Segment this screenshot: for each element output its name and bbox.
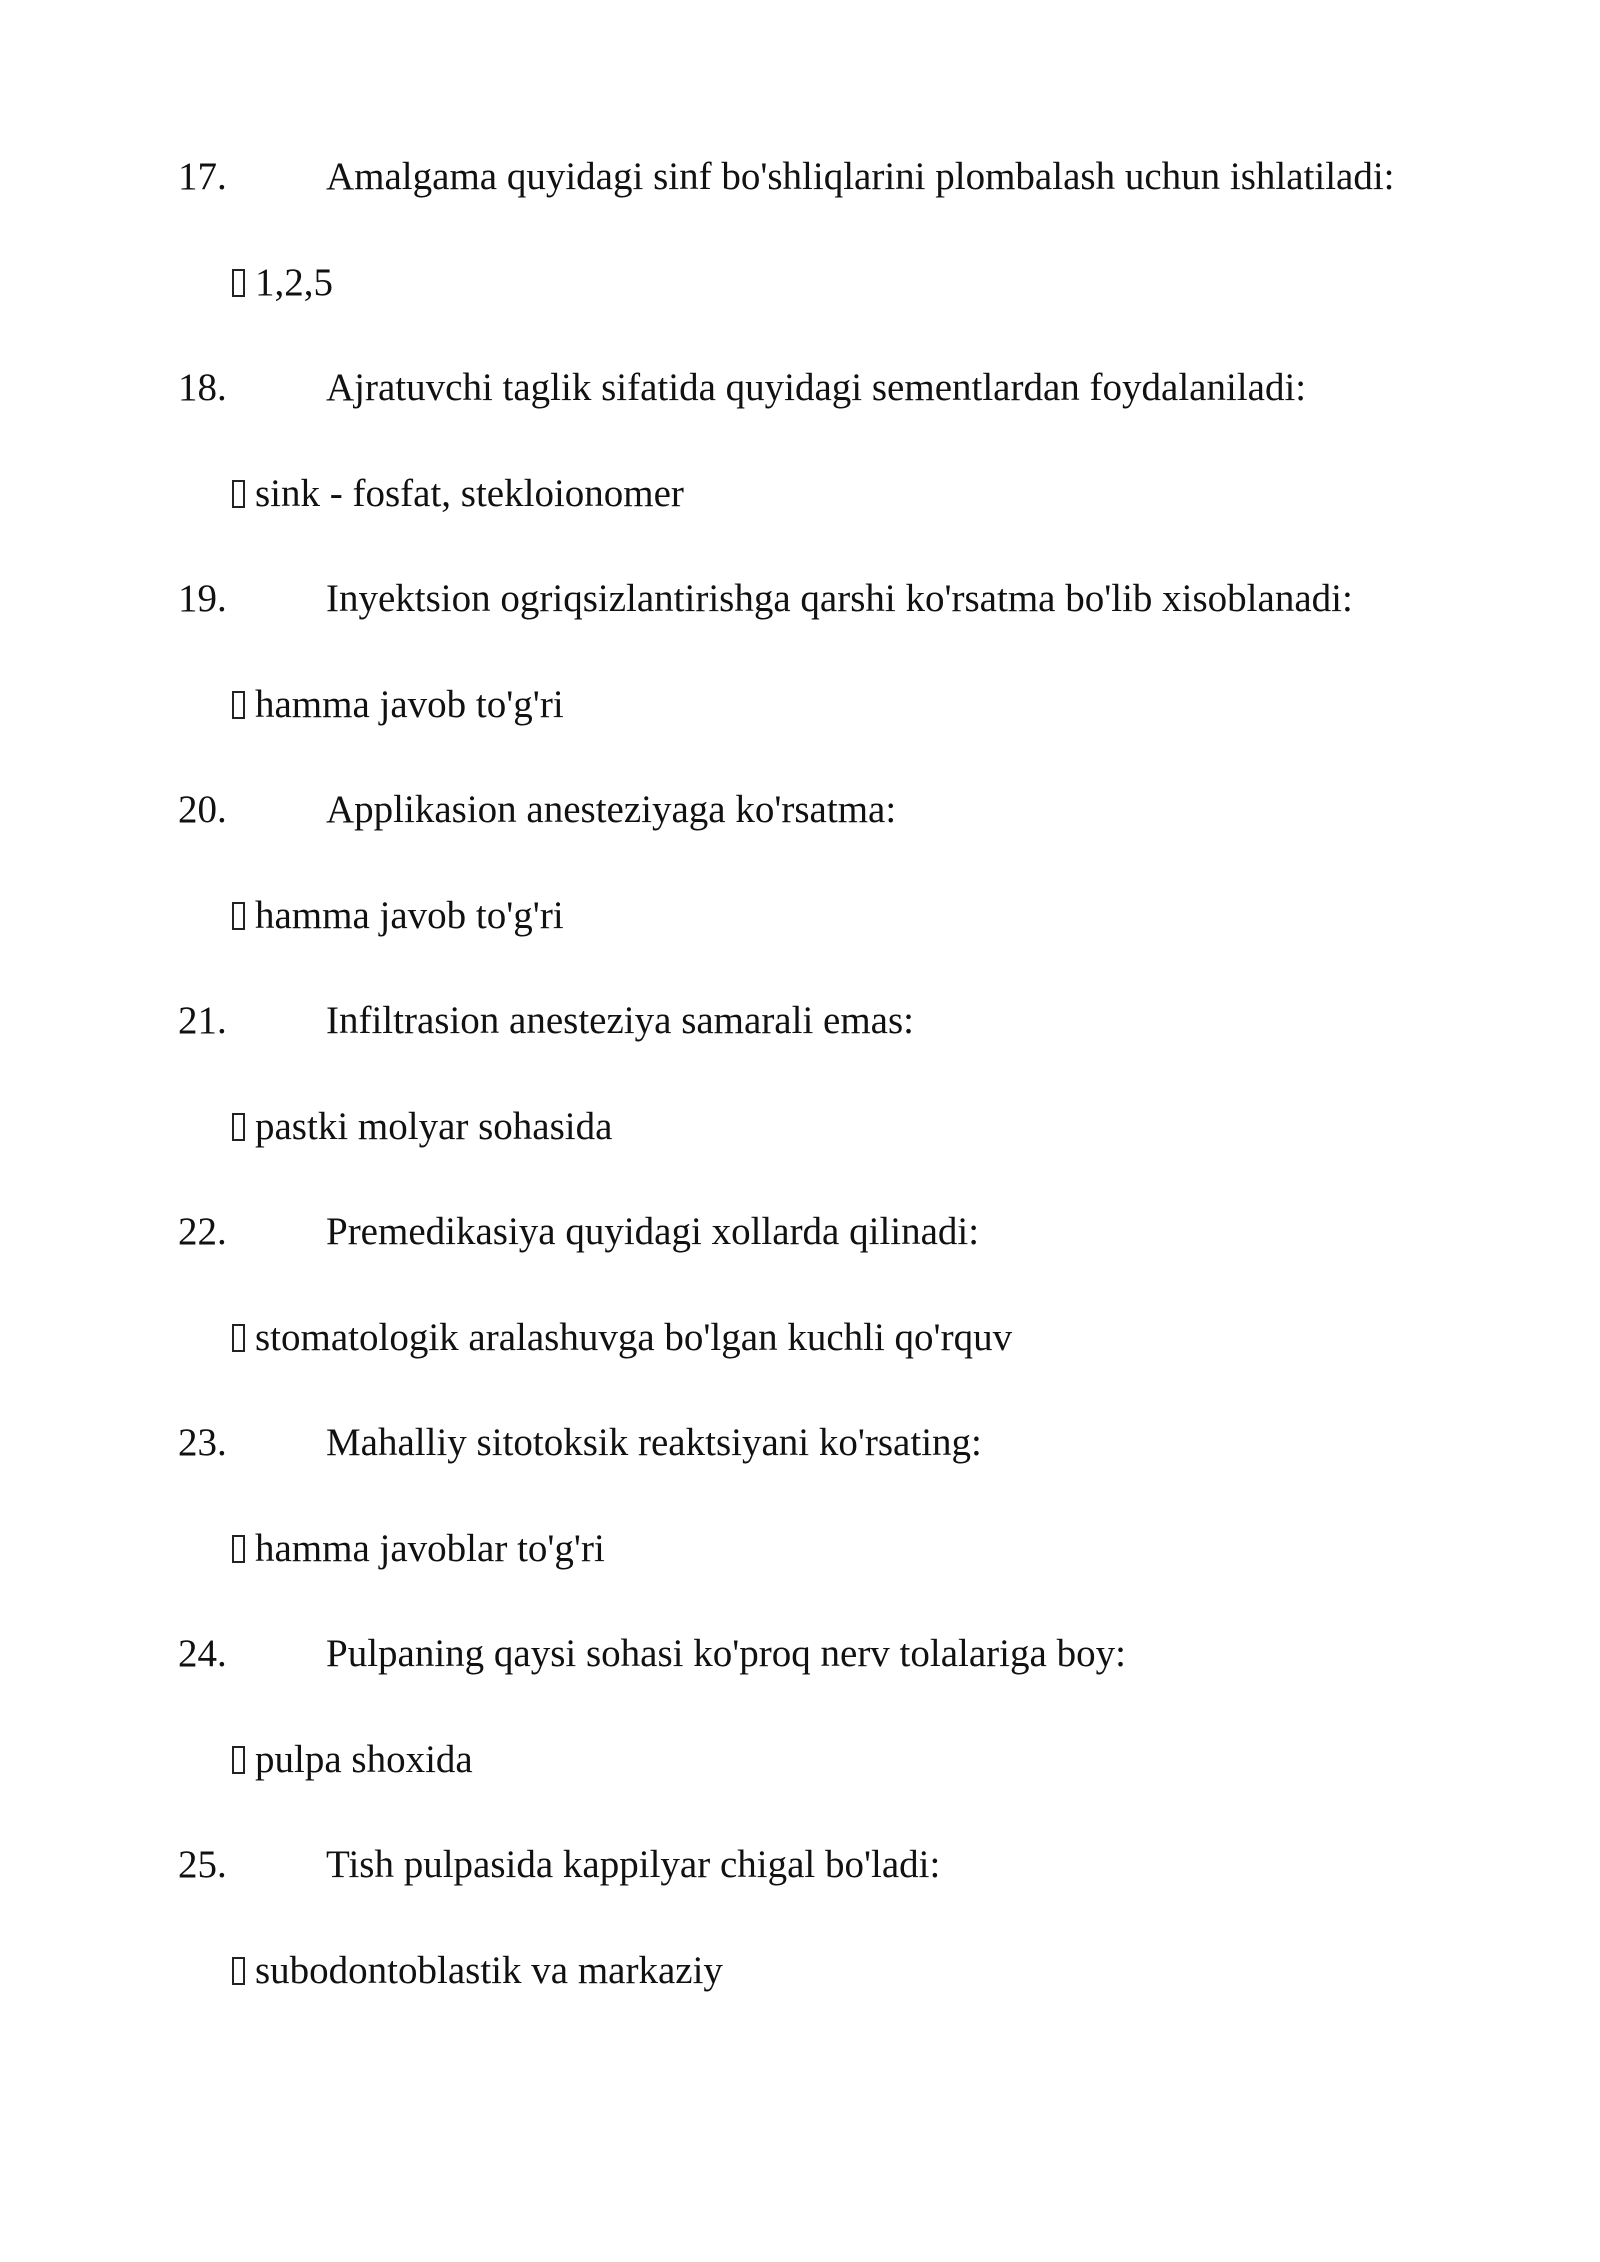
checkbox-icon	[232, 902, 245, 930]
answer-17	[232, 253, 1432, 313]
answer-text: stomatologik aralashuvga bo'lgan kuchli qo'rquv	[255, 1316, 1013, 1359]
question-22	[178, 1202, 1508, 1262]
checkbox-icon	[232, 1746, 245, 1774]
answer-text: hamma javoblar to'g'ri	[255, 1527, 605, 1570]
answer-text: hamma javob to'g'ri	[255, 683, 564, 726]
answer-23	[232, 1519, 1432, 1579]
answer-text: subodontoblastik va markaziy	[255, 1949, 723, 1992]
checkbox-icon	[232, 691, 245, 719]
question-23	[178, 1413, 1508, 1473]
question-text: Ajratuvchi taglik sifatida quyidagi sementlardan foydalaniladi:	[326, 366, 1307, 409]
question-text: Tish pulpasida kappilyar chigal bo'ladi:	[326, 1843, 941, 1886]
question-text: Amalgama quyidagi sinf bo'shliqlarini plombalash uchun ishlatiladi:	[326, 155, 1395, 198]
question-text: Inyektsion ogriqsizlantirishga qarshi ko'rsatma bo'lib xisoblanadi:	[326, 577, 1353, 620]
answer-19	[232, 675, 1432, 735]
question-number: 23.	[178, 1421, 227, 1464]
answer-21	[232, 1097, 1432, 1157]
answer-text: 1,2,5	[255, 261, 333, 304]
answer-25	[232, 1941, 1432, 2001]
question-17	[178, 147, 1508, 207]
answer-text: pulpa shoxida	[255, 1738, 473, 1781]
answer-text: pastki molyar sohasida	[255, 1105, 613, 1148]
answer-24	[232, 1730, 1432, 1790]
checkbox-icon	[232, 269, 245, 297]
checkbox-icon	[232, 1324, 245, 1352]
question-number: 25.	[178, 1843, 227, 1886]
answer-18	[232, 464, 1432, 524]
answer-20	[232, 886, 1432, 946]
answer-text: hamma javob to'g'ri	[255, 894, 564, 937]
question-text: Mahalliy sitotoksik reaktsiyani ko'rsating:	[326, 1421, 982, 1464]
question-number: 24.	[178, 1632, 227, 1675]
question-24	[178, 1624, 1508, 1684]
question-20	[178, 780, 1508, 840]
question-21	[178, 991, 1508, 1051]
question-number: 18.	[178, 366, 227, 409]
question-number: 19.	[178, 577, 227, 620]
question-19	[178, 569, 1508, 629]
checkbox-icon	[232, 1535, 245, 1563]
question-25	[178, 1835, 1508, 1895]
question-text: Premedikasiya quyidagi xollarda qilinadi:	[326, 1210, 980, 1253]
question-text: Infiltrasion anesteziya samarali emas:	[326, 999, 915, 1042]
checkbox-icon	[232, 1957, 245, 1985]
question-number: 17.	[178, 155, 227, 198]
answer-text: sink - fosfat, stekloionomer	[255, 472, 684, 515]
checkbox-icon	[232, 480, 245, 508]
question-18	[178, 358, 1508, 418]
question-number: 21.	[178, 999, 227, 1042]
answer-22	[232, 1308, 1432, 1368]
question-number: 22.	[178, 1210, 227, 1253]
question-number: 20.	[178, 788, 227, 831]
question-text: Pulpaning qaysi sohasi ko'proq nerv tolalariga boy:	[326, 1632, 1126, 1675]
checkbox-icon	[232, 1113, 245, 1141]
question-text: Applikasion anesteziyaga ko'rsatma:	[326, 788, 897, 831]
